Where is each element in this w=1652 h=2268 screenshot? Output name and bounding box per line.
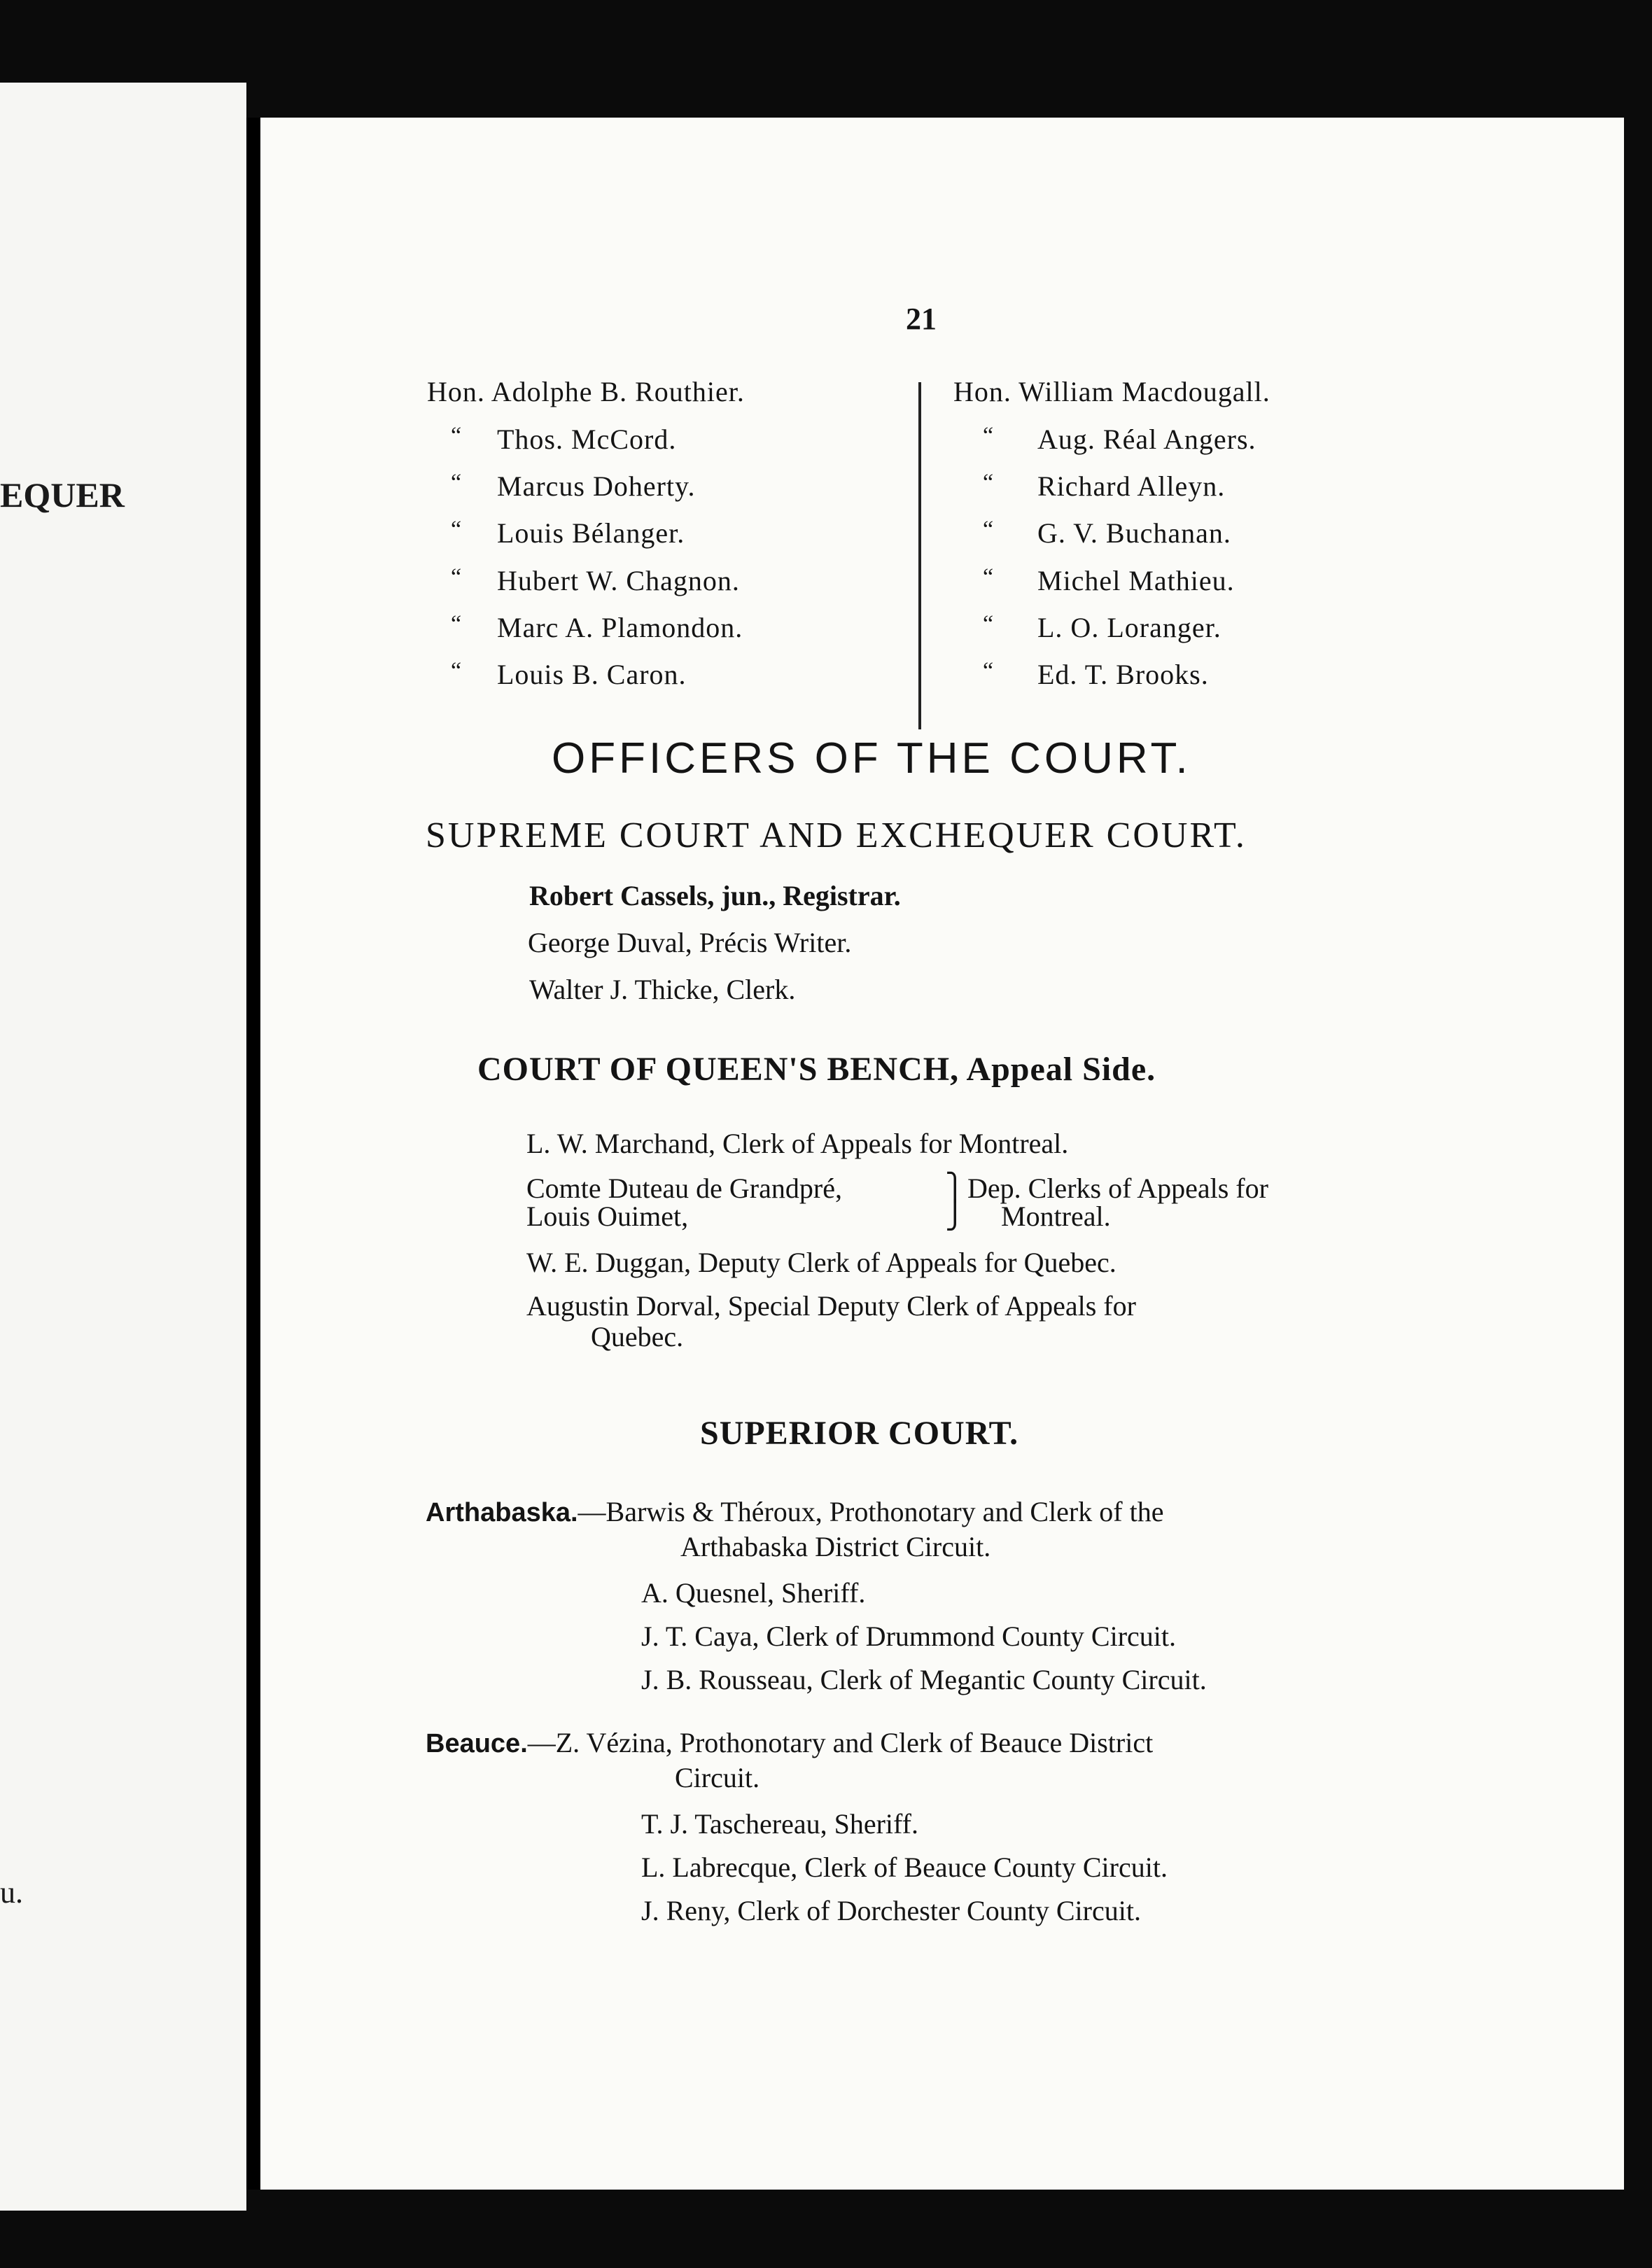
officer-entry: T. J. Taschereau, Sheriff.: [641, 1808, 918, 1840]
officer-entry: W. E. Duggan, Deputy Clerk of Appeals for Quebec.: [526, 1247, 1116, 1278]
judge-name: Richard Alleyn.: [1037, 470, 1226, 502]
officer-entry: L. W. Marchand, Clerk of Appeals for Montreal.: [526, 1128, 1069, 1159]
district-label: Arthabaska.: [426, 1498, 578, 1527]
judge-name: Aug. Réal Angers.: [1037, 424, 1256, 455]
left-page-text-fragment: EQUER: [0, 475, 125, 514]
officer-entry: Robert Cassels, jun., Registrar.: [529, 880, 901, 911]
judge-name: G. V. Buchanan.: [1037, 517, 1231, 549]
page-number: 21: [906, 302, 937, 336]
judge-name: Thos. McCord.: [497, 424, 677, 455]
district-entry-continuation: Arthabaska District Circuit.: [680, 1531, 991, 1562]
judge-name: Ed. T. Brooks.: [1037, 659, 1209, 690]
district-label: Beauce.: [426, 1729, 528, 1758]
officer-entry: George Duval, Précis Writer.: [528, 927, 852, 958]
supreme-court-heading: SUPREME COURT AND EXCHEQUER COURT.: [426, 816, 1247, 855]
left-page-fragment: [0, 83, 246, 2211]
officer-entry-name: Louis Ouimet,: [526, 1200, 689, 1232]
officer-entry: Walter J. Thicke, Clerk.: [529, 974, 796, 1005]
judge-name: William Macdougall.: [1018, 376, 1270, 407]
right-brace-lower: ⎭: [945, 1200, 965, 1231]
ditto-mark: “: [983, 658, 994, 684]
officer-entry: J. T. Caya, Clerk of Drummond County Circuit.: [641, 1620, 1177, 1652]
district-entry: [426, 1726, 1153, 1759]
judge-name: Hubert W. Chagnon.: [497, 565, 740, 596]
right-brace-upper: ⎫: [945, 1172, 965, 1203]
officer-entry-title: Montreal.: [1001, 1200, 1111, 1232]
officer-entry-continuation: Quebec.: [591, 1321, 684, 1352]
officer-entry: L. Labrecque, Clerk of Beauce County Circuit.: [641, 1851, 1168, 1883]
honorific: Hon.: [953, 376, 1011, 407]
judge-entry: [953, 375, 1270, 408]
ditto-mark: “: [451, 423, 462, 449]
officer-entry: J. Reny, Clerk of Dorchester County Circuit.: [641, 1895, 1141, 1926]
left-page-text-fragment-bottom: u.: [0, 1875, 23, 1910]
document-page: [246, 118, 1624, 2190]
ditto-mark: “: [451, 611, 462, 637]
judge-name: L. O. Loranger.: [1037, 612, 1222, 643]
judge-name: Marcus Doherty.: [497, 470, 696, 502]
district-entry-continuation: Circuit.: [675, 1762, 760, 1793]
officer-entry: Augustin Dorval, Special Deputy Clerk of Appeals for: [526, 1290, 1136, 1322]
judge-name: Louis B. Caron.: [497, 659, 687, 690]
judge-name: Louis Bélanger.: [497, 517, 685, 549]
district-officer: —Barwis & Théroux, Prothonotary and Clerk of the: [578, 1496, 1164, 1527]
ditto-mark: “: [983, 517, 994, 542]
officer-entry: A. Quesnel, Sheriff.: [641, 1577, 866, 1609]
ditto-mark: “: [983, 564, 994, 590]
ditto-mark: “: [451, 658, 462, 684]
officer-entry: J. B. Rousseau, Clerk of Megantic County Circuit.: [641, 1664, 1207, 1695]
queens-bench-heading: COURT OF QUEEN'S BENCH, Appeal Side.: [477, 1051, 1156, 1088]
ditto-mark: “: [983, 611, 994, 637]
ditto-mark: “: [451, 517, 462, 542]
ditto-mark: “: [451, 564, 462, 590]
ditto-mark: “: [983, 470, 994, 496]
judge-entry: [427, 375, 745, 408]
superior-court-heading: SUPERIOR COURT.: [700, 1415, 1019, 1452]
district-officer: —Z. Vézina, Prothonotary and Clerk of Beauce District: [527, 1727, 1154, 1758]
judge-name: Adolphe B. Routhier.: [491, 376, 745, 407]
honorific: Hon.: [427, 376, 485, 407]
judge-name: Michel Mathieu.: [1037, 565, 1235, 596]
column-divider: [918, 382, 921, 729]
officers-heading: OFFICERS OF THE COURT.: [552, 734, 1191, 783]
judge-name: Marc A. Plamondon.: [497, 612, 743, 643]
district-entry: [426, 1495, 1163, 1528]
ditto-mark: “: [983, 423, 994, 449]
officer-entry-name: Comte Duteau de Grandpré,: [526, 1172, 842, 1204]
officer-entry-title: Dep. Clerks of Appeals for: [967, 1172, 1268, 1204]
ditto-mark: “: [451, 470, 462, 496]
